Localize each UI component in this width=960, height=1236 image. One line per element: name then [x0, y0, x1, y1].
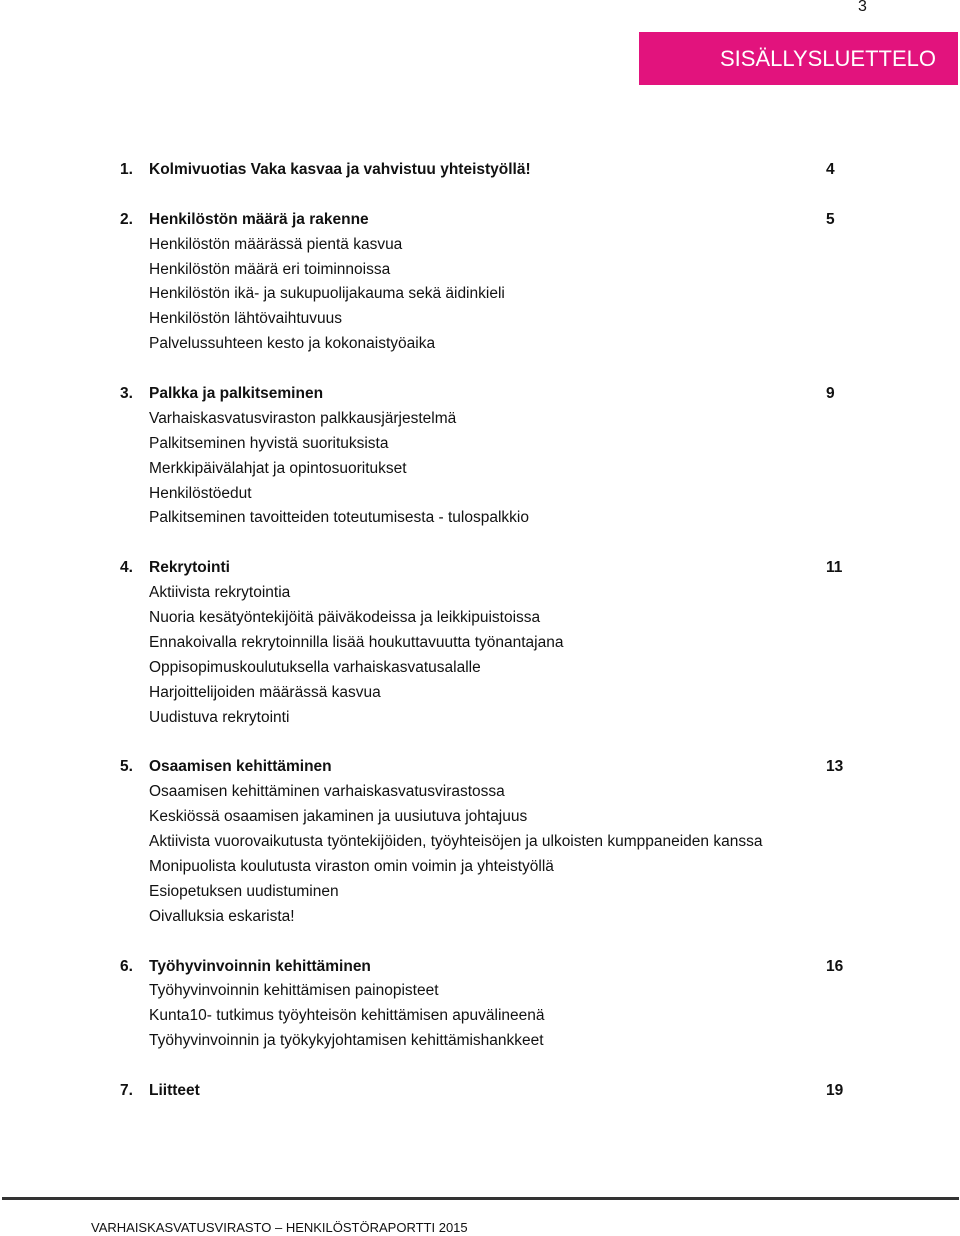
- toc-section: [0, 1079, 960, 1104]
- toc-section-page: 4: [826, 161, 835, 178]
- toc-section-number: 1.: [120, 161, 133, 178]
- toc-section-number: 5.: [120, 758, 133, 776]
- toc-subsection-title: Palvelussuhteen kesto ja kokonaistyöaika: [149, 335, 436, 353]
- toc-subentry[interactable]: [0, 606, 960, 631]
- toc-section: [0, 955, 960, 1055]
- toc-subsection-title: Ennakoivalla rekrytoinnilla lisää houkuttavuutta työnantajana: [149, 633, 564, 651]
- toc-subentry[interactable]: [0, 780, 960, 805]
- toc-section-title: Palkka ja palkitseminen: [149, 385, 324, 403]
- toc-heading: SISÄLLYSLUETTELO: [719, 46, 936, 71]
- toc-entry[interactable]: [0, 556, 960, 581]
- toc-subentry[interactable]: [0, 506, 960, 531]
- title-banner: [639, 32, 958, 85]
- toc-subsection-title: Oivalluksia eskarista!: [149, 907, 295, 925]
- toc-section-number: 4.: [120, 559, 133, 577]
- toc-subentry[interactable]: [0, 1029, 960, 1054]
- toc-subsection-title: Palkitseminen hyvistä suorituksista: [149, 434, 389, 452]
- table-of-contents: [0, 158, 960, 1129]
- toc-entry[interactable]: [0, 955, 960, 980]
- toc-subentry[interactable]: [0, 631, 960, 656]
- toc-entry[interactable]: [0, 1079, 960, 1104]
- toc-subentry[interactable]: [0, 482, 960, 507]
- toc-subentry[interactable]: [0, 307, 960, 332]
- toc-section-number: 2.: [120, 210, 133, 228]
- toc-section-page: 16: [826, 957, 844, 975]
- toc-entry[interactable]: [0, 382, 960, 407]
- toc-subsection-title: Harjoittelijoiden määrässä kasvua: [149, 683, 381, 701]
- toc-section-title: Osaamisen kehittäminen: [149, 758, 332, 776]
- toc-subentry[interactable]: [0, 656, 960, 681]
- toc-section-page: 5: [826, 210, 835, 228]
- toc-subsection-title: Merkkipäivälahjat ja opintosuoritukset: [149, 459, 407, 477]
- toc-subentry[interactable]: [0, 855, 960, 880]
- toc-subentry[interactable]: [0, 905, 960, 930]
- toc-entry[interactable]: [0, 755, 960, 780]
- toc-section: [0, 208, 960, 357]
- toc-subentry[interactable]: [0, 282, 960, 307]
- toc-subsection-title: Henkilöstön määrässä pientä kasvua: [149, 235, 403, 253]
- toc-subsection-title: Monipuolista koulutusta viraston omin voimin ja yhteistyöllä: [149, 857, 554, 875]
- toc-subsection-title: Työhyvinvoinnin ja työkykyjohtamisen kehittämishankkeet: [149, 1032, 544, 1050]
- toc-subsection-title: Henkilöstön lähtövaihtuvuus: [149, 310, 343, 328]
- toc-subsection-title: Henkilöstöedut: [149, 484, 252, 502]
- toc-section-number: 6.: [120, 957, 133, 975]
- toc-section-title: Rekrytointi: [149, 559, 230, 577]
- toc-section-title: Henkilöstön määrä ja rakenne: [149, 210, 369, 228]
- toc-subentry[interactable]: [0, 706, 960, 731]
- toc-subentry[interactable]: [0, 457, 960, 482]
- toc-subsection-title: Henkilöstön määrä eri toiminnoissa: [149, 260, 391, 278]
- toc-subsection-title: Työhyvinvoinnin kehittämisen painopisteet: [149, 982, 439, 1000]
- toc-entry[interactable]: [0, 208, 960, 233]
- toc-subsection-title: Oppisopimuskoulutuksella varhaiskasvatusalalle: [149, 658, 481, 676]
- toc-subentry[interactable]: [0, 407, 960, 432]
- footer-text: VARHAISKASVATUSVIRASTO – HENKILÖSTÖRAPORTTI 2015: [91, 1220, 468, 1235]
- toc-section: [0, 755, 960, 929]
- toc-subentry[interactable]: [0, 1004, 960, 1029]
- toc-section-number: 3.: [120, 385, 133, 403]
- toc-subentry[interactable]: [0, 805, 960, 830]
- toc-subsection-title: Palkitseminen tavoitteiden toteutumisesta - tulospalkkio: [149, 509, 529, 527]
- toc-section: [0, 556, 960, 730]
- toc-section-page: 19: [826, 1081, 844, 1099]
- toc-subsection-title: Nuoria kesätyöntekijöitä päiväkodeissa ja leikkipuistoissa: [149, 609, 541, 627]
- toc-entry[interactable]: [0, 158, 960, 183]
- toc-subsection-title: Keskiössä osaamisen jakaminen ja uusiutuva johtajuus: [149, 808, 528, 826]
- toc-subentry[interactable]: [0, 830, 960, 855]
- toc-subentry[interactable]: [0, 681, 960, 706]
- toc-subentry[interactable]: [0, 432, 960, 457]
- toc-subsection-title: Uudistuva rekrytointi: [149, 708, 290, 726]
- toc-subsection-title: Aktiivista rekrytointia: [149, 584, 291, 602]
- toc-subentry[interactable]: [0, 332, 960, 357]
- toc-section-title: Työhyvinvoinnin kehittäminen: [149, 957, 371, 975]
- toc-section-title: Liitteet: [149, 1081, 200, 1099]
- toc-subsection-title: Esiopetuksen uudistuminen: [149, 882, 339, 900]
- toc-subsection-title: Varhaiskasvatusviraston palkkausjärjestelmä: [149, 409, 457, 427]
- toc-section-page: 11: [826, 559, 843, 577]
- toc-subentry[interactable]: [0, 979, 960, 1004]
- footer-divider: [2, 1197, 959, 1200]
- toc-subsection-title: Osaamisen kehittäminen varhaiskasvatusvirastossa: [149, 783, 505, 801]
- toc-section: [0, 158, 960, 183]
- page-number: 3: [858, 0, 867, 15]
- toc-section: [0, 382, 960, 531]
- toc-subentry[interactable]: [0, 258, 960, 283]
- toc-subsection-title: Kunta10- tutkimus työyhteisön kehittämisen apuvälineenä: [149, 1007, 545, 1025]
- toc-subentry[interactable]: [0, 581, 960, 606]
- toc-section-page: 9: [826, 385, 835, 403]
- toc-subentry[interactable]: [0, 233, 960, 258]
- toc-section-number: 7.: [120, 1081, 133, 1099]
- toc-subentry[interactable]: [0, 880, 960, 905]
- toc-subsection-title: Aktiivista vuorovaikutusta työntekijöiden, työyhteisöjen ja ulkoisten kumppaneiden kanssa: [149, 833, 763, 851]
- toc-section-title: Kolmivuotias Vaka kasvaa ja vahvistuu yhteistyöllä!: [149, 161, 531, 178]
- toc-section-page: 13: [826, 758, 844, 776]
- toc-subsection-title: Henkilöstön ikä- ja sukupuolijakauma sekä äidinkieli: [149, 285, 505, 303]
